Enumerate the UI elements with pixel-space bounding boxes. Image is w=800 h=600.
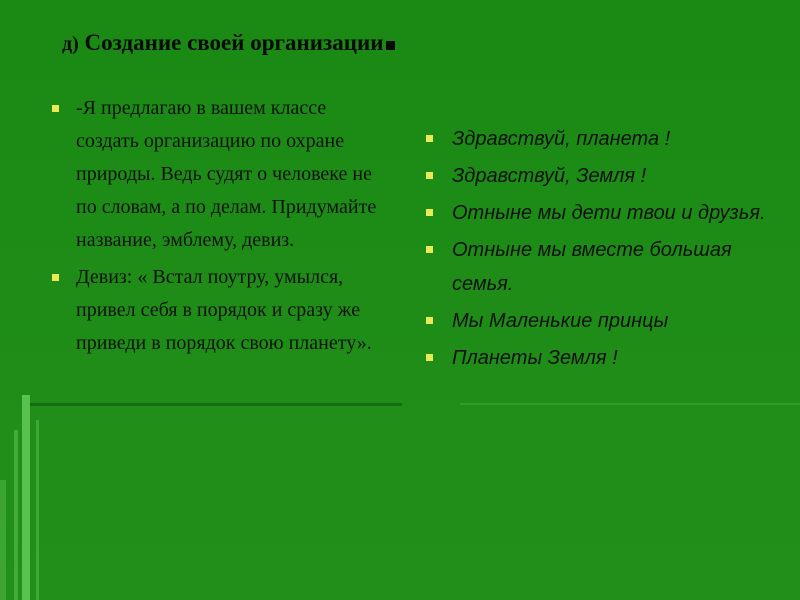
- list-item-text: -Я предлагаю в вашем классе создать организацию по охране природы. Ведь судят о человеке не по словам, а по делам. Придумайте название, эмблему, девиз.: [76, 97, 377, 251]
- list-item-text: Здравствуй, Земля !: [452, 165, 647, 187]
- title-prefix: д): [62, 33, 79, 55]
- decorative-rule: [30, 403, 402, 406]
- decorative-stripe: [22, 395, 30, 600]
- title-text: Создание своей организации: [84, 30, 384, 55]
- list-item: [422, 122, 792, 156]
- right-bullet-list: [422, 122, 792, 378]
- list-item: [422, 196, 792, 230]
- decorative-stripe: [0, 480, 6, 600]
- bullet-square-icon: [52, 274, 59, 281]
- list-item: [50, 261, 380, 360]
- bullet-square-icon: [426, 135, 433, 142]
- bullet-square-icon: [426, 209, 433, 216]
- list-item: [50, 92, 380, 257]
- decorative-stripe: [14, 430, 18, 600]
- list-item-text: Отныне мы вместе большая семья.: [452, 239, 732, 295]
- list-item-text: Отныне мы дети твои и друзья.: [452, 202, 766, 224]
- bullet-square-icon: [426, 354, 433, 361]
- list-item-text: Мы Маленькие принцы: [452, 310, 669, 332]
- list-item: [422, 233, 792, 301]
- bullet-square-icon: [52, 105, 59, 112]
- decorative-rule: [460, 403, 800, 405]
- slide-title: [62, 30, 395, 56]
- bullet-square-icon: [426, 246, 433, 253]
- bullet-square-icon: [426, 172, 433, 179]
- list-item: [422, 341, 792, 375]
- list-item-text: Планеты Земля !: [452, 347, 618, 369]
- list-item-text: Девиз: « Встал поутру, умылся, привел себя в порядок и сразу же приведи в порядок свою планету».: [76, 266, 372, 354]
- decorative-stripe: [36, 420, 39, 600]
- list-item-text: Здравствуй, планета !: [452, 128, 671, 150]
- list-item: [422, 159, 792, 193]
- bullet-square-icon: [426, 317, 433, 324]
- left-bullet-list: [50, 92, 380, 364]
- title-dot: [386, 41, 395, 50]
- list-item: [422, 304, 792, 338]
